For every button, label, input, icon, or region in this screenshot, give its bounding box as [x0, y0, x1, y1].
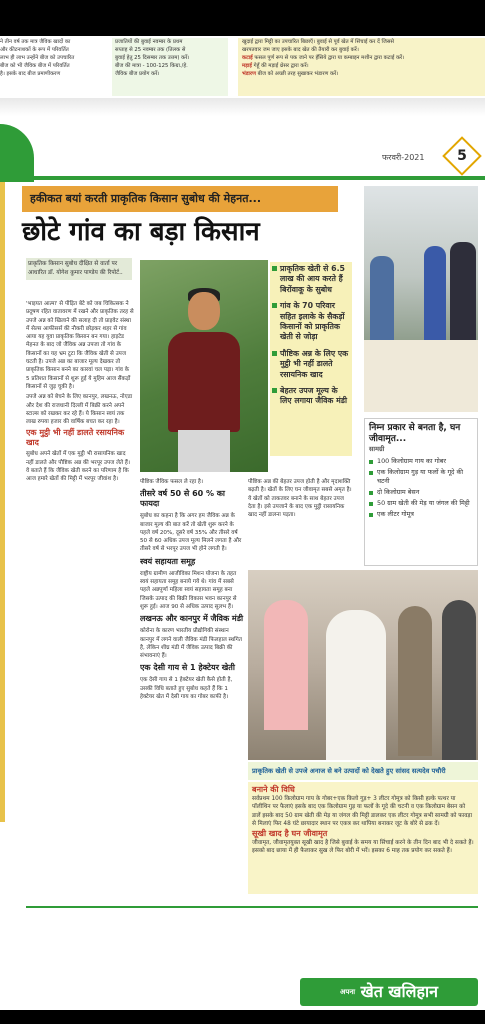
page-number-badge	[442, 136, 482, 176]
page-fold-gutter	[0, 98, 485, 128]
photo-detail	[326, 610, 386, 760]
subheading: स्वयं सहायता समूह	[140, 556, 196, 566]
logo-text: खेत खलिहान	[360, 982, 438, 1001]
text-line: बीज को भी जैविक बीज में परिवर्तित	[0, 63, 70, 69]
photo-detail	[364, 340, 478, 412]
text-line: सप्ताह से 25 नवम्बर तक (तिलक से	[115, 47, 186, 53]
paragraph: पौष्टिक जैविक फसल ले रहा है।	[140, 479, 204, 485]
ingredient-list	[369, 457, 473, 519]
list-item: 50 ग्राम खेती की मेड़ या जंगल की मिट्टी	[369, 499, 473, 508]
text-line: बुवाई हेतु 25 दिसम्बर तक उत्तम) करें।	[115, 55, 190, 61]
subheading: एक देसी गाय से 1 हेक्टेयर खेती	[140, 663, 235, 673]
list-item: दो किलोग्राम बेसन	[369, 488, 473, 497]
page-number: 5	[457, 148, 467, 164]
photo-detail	[398, 606, 432, 756]
subheading: बनाने की विधि	[252, 785, 295, 794]
header-rule	[0, 176, 485, 180]
photo-detail	[188, 292, 220, 330]
paragraph: सर्वप्रथम 100 किलोग्राम गाय के गोबर+एक किलो गुड़+ 3 लीटर गोमूत्र को किसी हल्के पत्थर या पॉलीथिन पर फैलाएं इसके बाद एक किलोग्राम गुड़ या फलों के गूदे की चटनी व एक किलोग्राम बेसन को डालें इसके बाद 50 ग्राम खेती की मेड़ या जंगल की मिट्टी डालकर एक लीटर गोमूत्र सभी सामग्री को फावड़ा से मिलाएं फिर 48 घंटे छायादार स्थान पर एकत्र कर थापिया बनाकर जूट के बोरे से ढक दें।	[252, 796, 473, 828]
paragraph: उपजे अन्न को बेचने के लिए कानपुर, लखनऊ, नोएडा और देश की राजधानी दिल्ली में बिक्री करने अपने स्टाल्स को रखकर कर रहे हैं। ये किसान स्वयं तक लाख रुपया हजार की वार्षिक बचत कर रहा है।	[26, 394, 133, 426]
highlight-item: बेहतर उपज मूल्य के लिए लगाया जैविक मंडी	[272, 386, 350, 407]
photo-detail	[424, 246, 446, 346]
page-title: छोटे गांव का बड़ा किसान	[22, 217, 260, 247]
text-line: खरपतवार जम जाए इसके बाद खेत की तैयारी कर बुवाई करें।	[242, 47, 359, 53]
recipe-box	[364, 418, 478, 566]
text-line: भंडारण बीज को अच्छी तरह सुखाकर भंडारण करें।	[242, 71, 339, 77]
paragraph: कोरोना के कारण भारतीय प्रौद्योगिकी संस्थान कानपुर में लगने वाली जैविक मंडी फिलहाल स्थगित है, लेकिन शीघ्र मंडी में जैविक उत्पाद बिक्री की संभावनाएं हैं।	[140, 628, 242, 660]
section-tab	[0, 124, 34, 182]
recipe-subtitle: सामग्री	[369, 445, 385, 453]
meeting-photo	[248, 570, 478, 760]
recipe-title: निम्न प्रकार से बनता है, घन जीवामृत...	[369, 423, 461, 444]
magazine-logo	[300, 978, 478, 1006]
previous-page-strip	[0, 36, 485, 98]
photo-detail	[450, 242, 476, 352]
highlight-item: पौष्टिक अन्न के लिए एक मुट्ठी भी नहीं डालते रसायनिक खाद	[272, 349, 350, 380]
highlight-item: गांव के 70 परिवार सहित इलाके के सैकड़ों किसानों को प्राकृतिक खेती से जोड़ा	[272, 301, 350, 343]
paragraph: पौष्टिक अन्न की बेहतर उपज होती है और मृदाशक्ति बढ़ती है। खेतों के लिए घन जीवामृत सबसे अमृत है। ये खेतों को ताकतवर बनाने के साथ बेहतर उपज देता है। इसे उपजाने के बाद एक मुट्ठी रासायनिक खाद नहीं डालना पड़ता।	[248, 479, 352, 519]
photo-detail	[178, 430, 230, 472]
paragraph: एक देसी गाय से 1 हेक्टेयर खेती कैसे होती है, उसकी विधि बताते हुए सुबोध कहते हैं कि 1 हेक्टेयर खेत में देसी गाय का गोबर काफी है।	[140, 677, 233, 701]
highlight-item: प्राकृतिक खेती से 6.5 लाख की आय करते हैं बिरोंवाकू के सुबोध	[272, 264, 350, 295]
photo-caption: प्राकृतिक खेती से उपजे अनाज से बने उत्पादों को देखते हुए सांसद सत्यदेव पचौरी	[248, 762, 478, 780]
subheading: लखनऊ और कानपुर में जैविक मंडी	[140, 614, 244, 624]
highlights-box	[270, 262, 352, 456]
previous-page-column-2	[112, 38, 228, 96]
text-line: और कीटनाशकों के रूप में परिवर्तित	[0, 47, 69, 53]
paragraph: 'भाइयत आत्मा' से पीड़ित बेटे को जब चिकित्सक ने प्रदूषण रहित वातावरण में रखने और प्राकृतिक तरह से उपजे अन्न को खिलाने की सलाह दी तो प्राइवेट संस्था में सेल्स आफीसर्स की नौकरी छोड़कर शहर से गांव आया यह युवा प्राकृतिक किसान बन गया। हाइटेड मेहनत के बाद जो जैविक अन्न उपजा तो गांव के किसानों का यह भ्रम टूटा कि जैविक खेती से उपज घटती है। उपजे अन्न का बाजार मूल्य देखकर तो प्राकृतिक किसान बनने का कारवां चल पड़ा। गांव के 5 प्रतिशत किसानों से शुरू हुई ये मुहिम आज सैंकड़ों किसानों से जुड़ चुकी है।	[26, 301, 134, 390]
list-item: एक लीटर गोमूत्र	[369, 510, 473, 519]
article-column-3	[248, 478, 352, 568]
photo-detail	[442, 600, 476, 760]
paragraph: जीवामृत, जीवामृतयुक्त सूखी खाद है जिसे बुवाई के समय या सिंचाई करने के तीन दिन बाद भी दे सकते हैं। इसको बाद छाया में ही फैलाकर सुख ले फिर बोरी में भरें। इसका 6 माह तक प्रयोग कर सकते हैं।	[252, 839, 474, 855]
subheading: एक मुट्ठी भी नहीं डालते रसायनिक खाद	[26, 428, 125, 448]
top-black-bar	[0, 0, 485, 36]
kicker-banner: हकीकत बयां करती प्राकृतिक किसान सुबोध की मेहनत...	[22, 186, 338, 212]
byline: प्राकृतिक किसान सुबोध दीक्षित से वार्ता पर आधारित डॉ. योगेश कुमार पाण्डेय की रिपोर्ट..	[26, 258, 132, 280]
text-line: खुदाई द्वारा मिट्टी का उपचारित बिछाएँ। बुवाई से पूर्व खेत में सिंचाई कर दें जिससे	[242, 39, 395, 45]
text-line: कटाई फसल पूर्ण रूप से पक जाने पर हँसिये द्वारा या कम्बाइन मशीन द्वारा कटाई करें।	[242, 55, 405, 61]
text-line: जैविक बीज प्रयोग करें।	[115, 71, 160, 77]
text-line: है। इसके बाद बीज प्रमाणीकरण	[0, 71, 61, 77]
method-box	[248, 782, 478, 894]
issue-date: फरवरी-2021	[382, 153, 425, 162]
list-item: 100 किलोग्राम गाय का गोबर	[369, 457, 473, 466]
previous-page-column-1	[0, 38, 100, 96]
article-column-2	[140, 478, 244, 888]
text-line: बीज की मात्रा - 100-125 किग्रा./हे.	[115, 63, 188, 69]
photo-detail	[168, 332, 240, 432]
photo-detail	[264, 600, 308, 730]
paragraph: राष्ट्रीय ग्रामीण आजीविका मिशन योजना के तहत स्वयं सहायता समूह बनाये गये थे। गांव में सबसे पहले अन्नपूर्णा महिला स्वयं सहायता समूह बना जिसके उत्पाद की बिक्री विकास भवन कानपुर से शुरू हुई। आज 90 से अधिक उत्पाद सुलभ हैं।	[140, 570, 237, 610]
paragraph: सुबोध का कहना है कि अगर हम जैविक अन्न के बाजार मूल्य की बात करें तो खेती शुरू करने के पहले वर्ष 20%, दूसरे वर्ष 35% और तीसरे वर्ष 50 से 60 अधिक उपज मूल्य मिलने लगता है और तीसरे वर्ष से भरपूर उपज भी होने लगती है।	[140, 513, 242, 553]
logo-prefix: अपना	[340, 988, 356, 996]
list-item: एक किलोग्राम गुड़ या फलों के गूदे की चटनी	[369, 468, 473, 486]
subheading: तीसरे वर्ष 50 से 60 % का फायदा	[140, 489, 225, 509]
exhibition-photo	[364, 186, 478, 412]
previous-page-column-3	[238, 38, 485, 96]
article-column-1	[26, 300, 134, 918]
text-line: ने तीन वर्ष तक मात्र जैविक खादों का	[0, 39, 71, 45]
bottom-black-bar	[0, 1010, 485, 1024]
left-margin-stripe	[0, 182, 5, 822]
photo-detail	[370, 256, 394, 346]
footer-rule	[26, 906, 478, 908]
text-line: मड़ाई गेहूँ की मड़ाई थ्रेसर द्वारा करें।	[242, 63, 309, 69]
farmer-portrait-photo	[140, 260, 268, 472]
subheading: सूखी खाद है घन जीवामृत	[252, 828, 328, 838]
text-line: प्रजातियों की बुवाई नवम्बर के प्रथम	[115, 39, 183, 45]
paragraph: सुबोध अपने खेतों में एक मुट्ठी भी रासायनिक खाद नहीं डालते और पौष्टिक अन्न की भरपूर उपज लेते हैं। वे बताते हैं कि जैविक खेती करने का परिणाम है कि आज हमारे खेतों की मिट्टी में भरपूर जीवांश है।	[26, 451, 130, 483]
text-line: लाभ ही लाभ उन्होंने बीज को उपचारित	[0, 55, 75, 61]
